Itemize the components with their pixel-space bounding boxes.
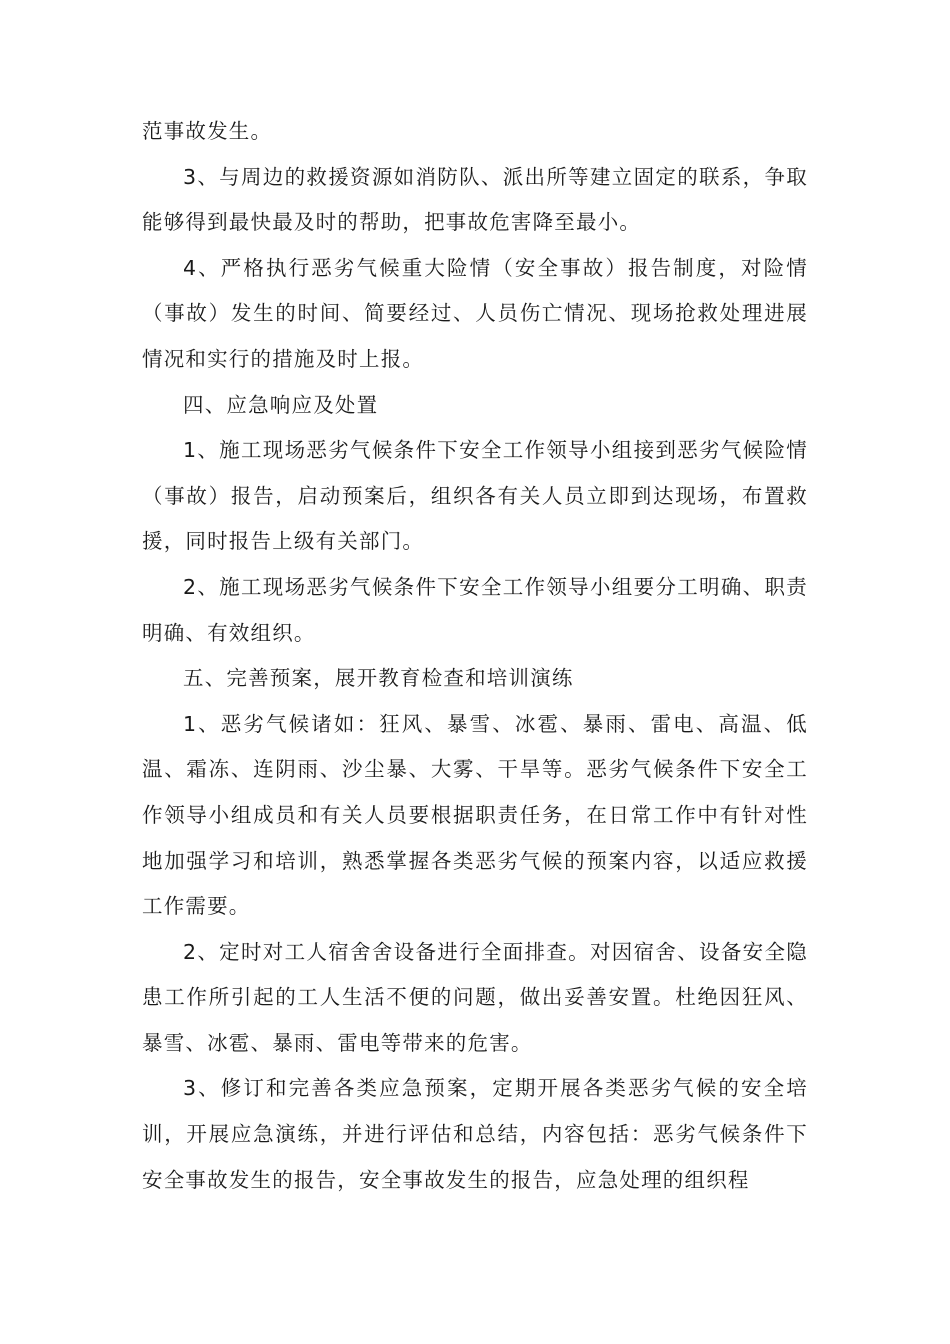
section-heading-4: 四、应急响应及处置 [183, 392, 379, 417]
paragraph-item-4: 4、严格执行恶劣气候重大险情（安全事故）报告制度，对险情（事故）发生的时间、简要经过、人员伤亡情况、现场抢救处理进展情况和实行的措施及时上报。 [142, 255, 808, 371]
paragraph-training-1: 1、恶劣气候诸如：狂风、暴雪、冰雹、暴雨、雷电、高温、低温、霜冻、连阴雨、沙尘暴、大雾、干旱等。恶劣气候条件下安全工作领导小组成员和有关人员要根据职责任务，在日常工作中有针对性地加强学习和培训，熟悉掌握各类恶劣气候的预案内容，以适应救援工作需要。 [142, 711, 808, 919]
paragraph-response-1: 1、施工现场恶劣气候条件下安全工作领导小组接到恶劣气候险情（事故）报告，启动预案后，组织各有关人员立即到达现场，布置救援，同时报告上级有关部门。 [142, 438, 808, 554]
paragraph-response-2: 2、施工现场恶劣气候条件下安全工作领导小组要分工明确、职责明确、有效组织。 [142, 574, 808, 645]
document-body [142, 109, 808, 1203]
paragraph-item-3: 3、与周边的救援资源如消防队、派出所等建立固定的联系，争取能够得到最快最及时的帮助，把事故危害降至最小。 [142, 164, 808, 235]
paragraph-continuation: 范事故发生。 [142, 119, 273, 143]
section-heading-5: 五、完善预案，展开教育检查和培训演练 [183, 666, 574, 691]
paragraph-training-2: 2、定时对工人宿舍舍设备进行全面排查。对因宿舍、设备安全隐患工作所引起的工人生活不便的问题，做出妥善安置。杜绝因狂风、暴雪、冰雹、暴雨、雷电等带来的危害。 [142, 939, 808, 1055]
paragraph-training-3: 3、修订和完善各类应急预案，定期开展各类恶劣气候的安全培训，开展应急演练，并进行评估和总结，内容包括：恶劣气候条件下安全事故发生的报告，安全事故发生的报告，应急处理的组织程 [142, 1076, 808, 1192]
